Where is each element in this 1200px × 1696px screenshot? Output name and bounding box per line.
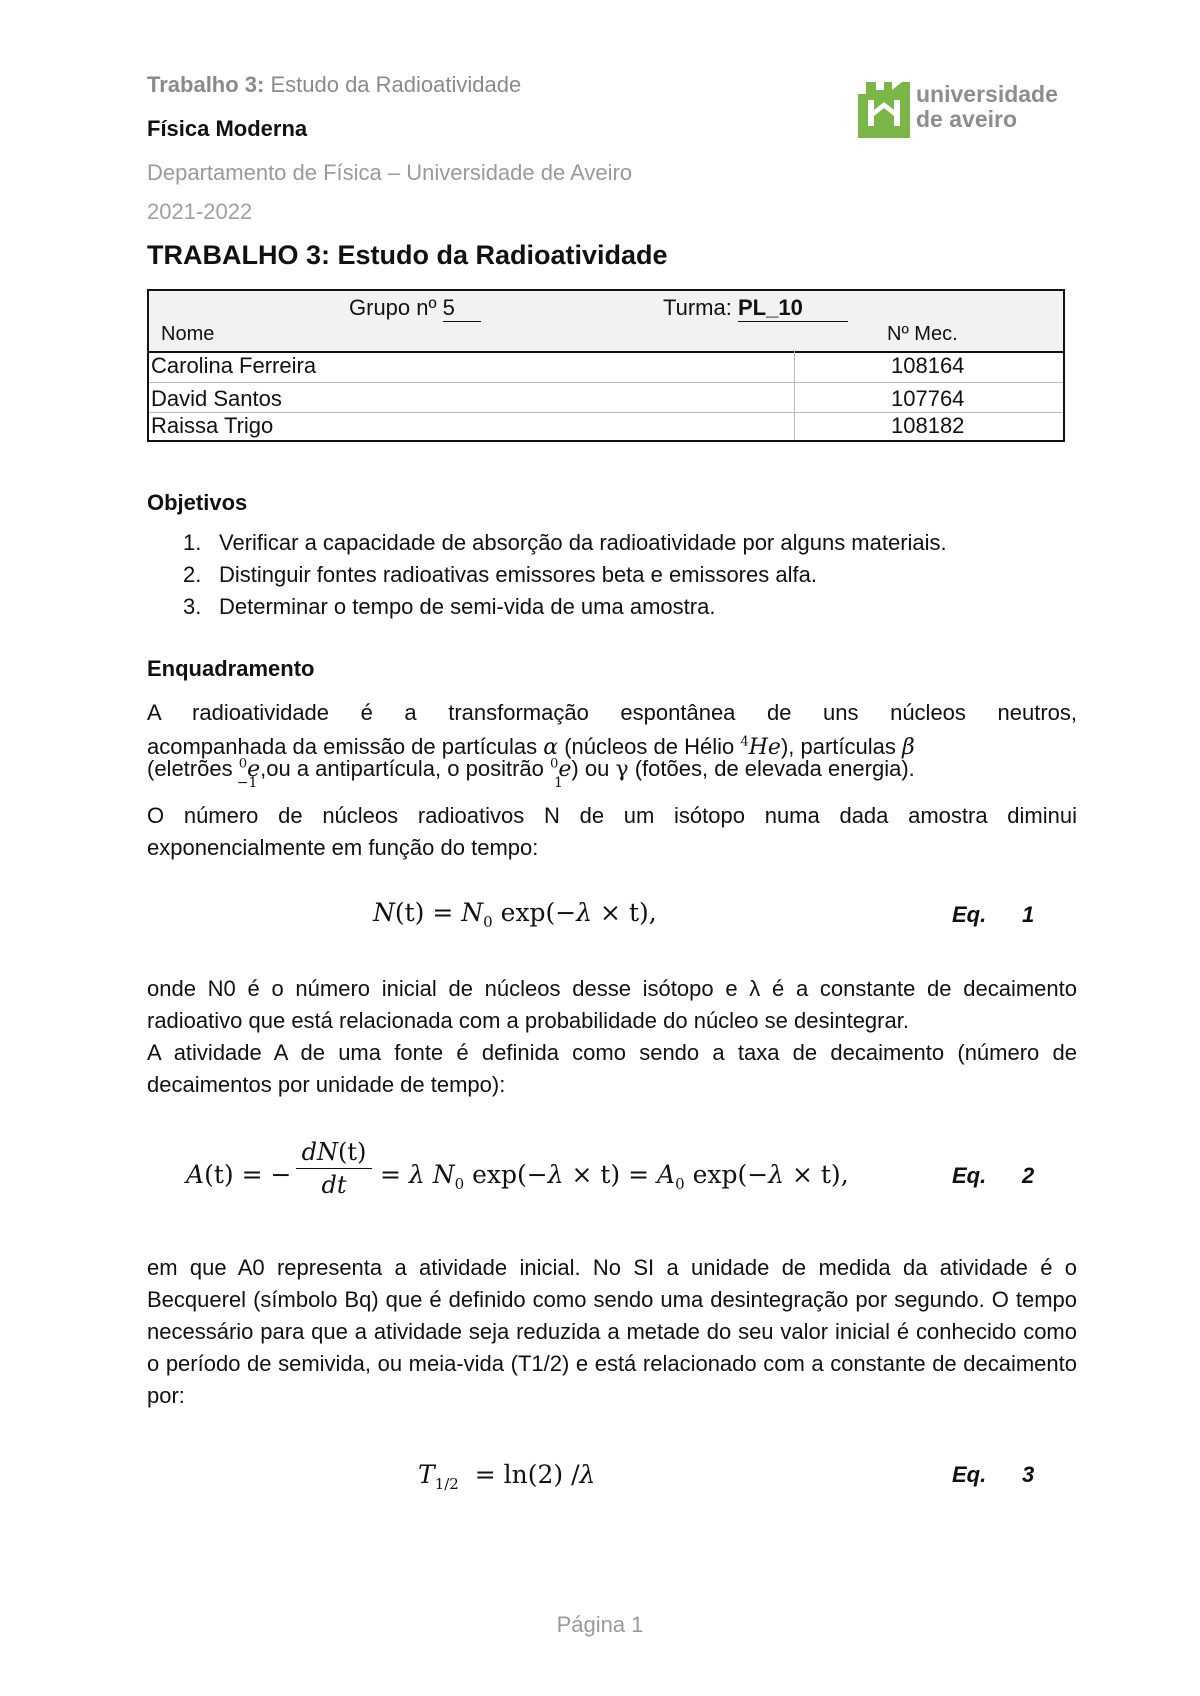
group-table <box>147 289 1065 442</box>
page-number: Página 1 <box>556 1612 644 1637</box>
paragraph-line: A radioatividade é a transformação espontânea de uns núcleos neutros, <box>147 700 1077 725</box>
student-number: 108164 <box>891 353 965 378</box>
equation-2-left: A(t) = − <box>186 1160 292 1189</box>
group-number-label: Grupo nº <box>349 295 437 320</box>
header-year: 2021-2022 <box>147 199 253 224</box>
student-number: 107764 <box>891 386 965 411</box>
paragraph-line: (eletrões $^0$e −1 ,ou a antipartícula, o positrão $^0$e 1 ) ou γ (fotões, de elevada energia). <box>147 756 915 791</box>
row-divider <box>149 382 1063 383</box>
helium-symbol: He <box>748 735 781 760</box>
equation-1-label <box>952 902 1092 928</box>
student-name: Carolina Ferreira <box>151 353 317 378</box>
list-item-number: 3. <box>183 594 202 619</box>
text-run: (eletrões <box>147 756 239 781</box>
equation-3-label <box>952 1462 1092 1488</box>
class-label: Turma: <box>663 295 732 320</box>
equation-number: 2 <box>1022 1163 1035 1188</box>
class-value: PL_10 <box>738 295 848 322</box>
table-row <box>149 351 1063 381</box>
name-column-header: Nome <box>161 323 215 345</box>
main-title: TRABALHO 3: Estudo da Radioatividade <box>147 240 668 270</box>
table-row <box>149 411 1063 439</box>
university-logo <box>858 78 1068 140</box>
paragraph: O número de núcleos radioativos N de um isótopo numa dada amostra diminui exponencialmente em função do tempo: <box>147 803 1077 860</box>
list-item-number: 2. <box>183 562 202 587</box>
header-title-prefix: Trabalho 3: <box>147 72 265 97</box>
alpha-symbol: α <box>543 735 559 760</box>
header-title-rest: Estudo da Radioatividade <box>264 72 522 97</box>
student-name: David Santos <box>151 386 282 411</box>
paragraph-line: onde N0 é o número inicial de núcleos desse isótopo e λ é a constante de decaimento <box>147 976 1077 1001</box>
class-field <box>663 295 848 322</box>
group-table-header <box>149 291 1063 353</box>
equation-2-label <box>952 1163 1092 1189</box>
university-logo-text <box>916 82 1058 132</box>
group-number <box>349 295 481 322</box>
group-number-value: 5 <box>443 295 481 322</box>
text-run: (fotões, de elevada energia). <box>628 756 915 781</box>
equation-3: $T_{1/2} = \ln(2)$ /λ <box>418 1460 596 1493</box>
equation-label-text: Eq. <box>952 1462 987 1487</box>
text-run: ) ou <box>571 756 616 781</box>
number-column-header: Nº Mec. <box>887 323 958 345</box>
beta-symbol: β <box>901 735 915 760</box>
header-title <box>147 72 521 98</box>
text-run: (núcleos de Hélio <box>558 734 741 759</box>
gamma-symbol: γ <box>615 757 629 782</box>
paragraph-line: radioativo que está relacionada com a probabilidade do núcleo se desintegrar. <box>147 1008 909 1033</box>
objectives-heading: Objetivos <box>147 490 248 515</box>
equation-1: $N(t) = N_0$ exp(−λ × t), <box>373 898 657 931</box>
derivative-fraction: $\frac{dN(t)}{dt}$ <box>296 1138 372 1199</box>
text-run: ,ou a antipartícula, o positrão <box>260 756 550 781</box>
table-row <box>149 384 1063 412</box>
list-item-text: Distinguir fontes radioativas emissores beta e emissores alfa. <box>219 562 817 587</box>
equation-2-right: = λ $N_0$ $\exp(-\lambda \times t) = A_0$ exp(−λ × t), <box>380 1160 849 1193</box>
equation-label-text: Eq. <box>952 902 987 927</box>
list-item-number: 1. <box>183 530 202 555</box>
paragraph-line: decaimentos por unidade de tempo): <box>147 1072 506 1097</box>
paragraph-line: A atividade A de uma fonte é definida como sendo a taxa de decaimento (número de <box>147 1040 1077 1065</box>
header-course: Física Moderna <box>147 116 308 141</box>
text-run: ), partículas <box>780 734 902 759</box>
logo-line-2: de aveiro <box>916 106 1017 132</box>
header-department: Departamento de Física – Universidade de Aveiro <box>147 160 633 185</box>
text-run: acompanhada da emissão de partículas <box>147 734 544 759</box>
student-name: Raissa Trigo <box>151 413 274 438</box>
paragraph-line: acompanhada da emissão de partículas α (núcleos de Hélio $^4$He), partículas β <box>147 734 915 760</box>
paragraph: em que A0 representa a atividade inicial. No SI a unidade de medida da atividade é o Becquerel (símbolo Bq) que é definido como sendo uma desintegração por segundo. O tempo necessário para que a atividade seja reduzida a metade do seu valor inicial é conhecido como o período de semivida, ou meia-vida (T1/2) e está relacionado com a constante de decaimento por: <box>147 1255 1077 1408</box>
equation-number: 1 <box>1022 902 1035 927</box>
logo-line-1: universidade <box>916 81 1058 107</box>
equation-number: 3 <box>1022 1462 1035 1487</box>
university-logo-icon <box>858 80 910 138</box>
list-item-text: Determinar o tempo de semi-vida de uma amostra. <box>219 594 716 619</box>
framework-heading: Enquadramento <box>147 656 315 681</box>
equation-label-text: Eq. <box>952 1163 987 1188</box>
student-number: 108182 <box>891 413 965 438</box>
list-item-text: Verificar a capacidade de absorção da radioatividade por alguns materiais. <box>219 530 947 555</box>
